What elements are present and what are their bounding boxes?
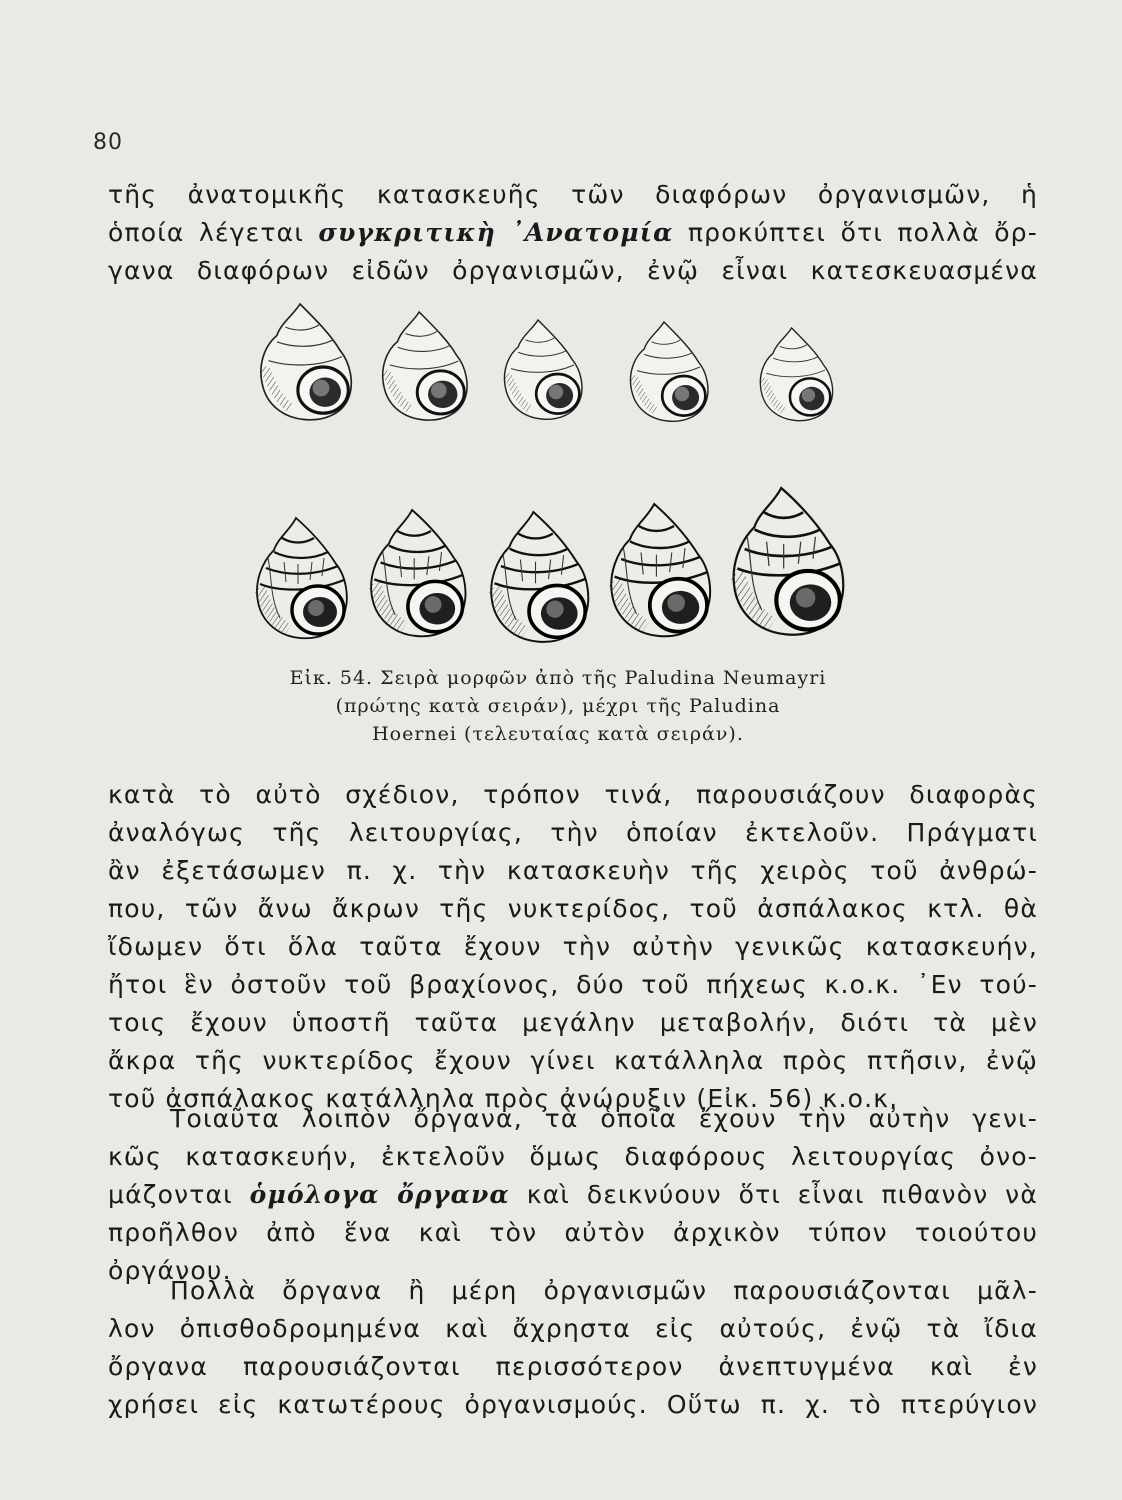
shell-drawing: [257, 518, 347, 638]
text-line: που, τῶν ἄνω ἄκρων τῆς νυκτερίδος, τοῦ ἀσπάλακος κτλ. θὰ: [108, 894, 1038, 923]
shell-drawing: [261, 304, 351, 420]
text-line: ἂν ἐξετάσωμεν π. χ. τὴν κατασκευὴν τῆς χειρὸς τοῦ ἀνθρώ-: [108, 856, 1038, 885]
text-line: προῆλθον ἀπὸ ἕνα καὶ τὸν αὐτὸν ἀρχικὸν τύπον τοιούτου: [108, 1218, 1038, 1247]
text-line: χρήσει εἰς κατωτέρους ὀργανισμούς. Οὕτω π. χ. τὸ πτερύγιον: [108, 1390, 1038, 1419]
text-line: μάζονται ὁμόλογα ὄργανα καὶ δεικνύουν ὅτι εἶναι πιθανὸν νὰ: [108, 1180, 1038, 1209]
text-line: τῆς ἀνατομικῆς κατασκευῆς τῶν διαφόρων ὀργανισμῶν, ἡ: [108, 180, 1038, 209]
text-line: ὀργάνου.: [108, 1256, 232, 1285]
text-line: ἴδωμεν ὅτι ὅλα ταῦτα ἔχουν τὴν αὐτὴν γενικῶς κατασκευήν,: [108, 932, 1038, 961]
shell-drawing: [760, 328, 832, 421]
caption-line: (πρώτης κατὰ σειράν), μέχρι τῆς Paludina: [335, 695, 781, 717]
shell-drawing: [383, 312, 467, 420]
text-line: ὄργανα παρουσιάζονται περισσότερον ἀνεπτυγμένα καὶ ἐν: [108, 1352, 1038, 1381]
shell-drawing: [371, 510, 465, 636]
text-line: τοῦ ἀσπάλακος κατάλληλα πρὸς ἀνώρυξιν (Εἰκ. 56) κ.ο.κ.: [108, 1084, 899, 1113]
text-line: ἤτοι ἓν ὀστοῦν τοῦ βραχίονος, δύο τοῦ πήχεως κ.ο.κ. ᾿Εν τού-: [108, 970, 1038, 999]
text-line: κῶς κατασκευήν, ἐκτελοῦν ὅμως διαφόρους λειτουργίας ὀνο-: [108, 1142, 1038, 1171]
paragraph-homology: [108, 776, 1038, 1118]
text-line: Τοιαῦτα λοιπὸν ὄργανα, τὰ ὁποῖα ἔχουν τὴν αὐτὴν γενι-: [170, 1104, 1038, 1133]
paragraph-vestigial: [108, 1272, 1038, 1424]
emphasis-term: συγκριτικὴ ᾿Ανατομία: [318, 218, 674, 247]
shell-drawing: [611, 504, 710, 636]
shell-drawing: [734, 488, 844, 635]
caption-line: Hoernei (τελευταίας κατὰ σειράν).: [372, 723, 744, 745]
paragraph-intro: [108, 176, 1038, 290]
text-line: τοις ἔχουν ὑποστῆ ταῦτα μεγάλην μεταβολήν, διότι τὰ μὲν: [108, 1008, 1038, 1037]
shell-drawing: [504, 320, 581, 419]
shell-drawing: [491, 512, 588, 642]
text-line: κατὰ τὸ αὐτὸ σχέδιον, τρόπον τινά, παρουσιάζουν διαφορὰς: [108, 780, 1038, 809]
caption-line: Εἰκ. 54. Σειρὰ μορφῶν ἀπὸ τῆς Paludina Neumayri: [289, 667, 827, 689]
page-number: 80: [93, 130, 123, 155]
paragraph-homologous-organs: [108, 1100, 1038, 1290]
text-line: γανα διαφόρων εἰδῶν ὀργανισμῶν, ἐνῷ εἶναι κατεσκευασμένα: [108, 256, 1038, 285]
text-line: λον ὀπισθοδρομημένα καὶ ἄχρηστα εἰς αὐτούς, ἐνῷ τὰ ἴδια: [108, 1314, 1038, 1343]
text-line: ἄκρα τῆς νυκτερίδος ἔχουν γίνει κατάλληλα πρὸς πτῆσιν, ἐνῷ: [108, 1046, 1038, 1075]
text-line: ἀναλόγως τῆς λειτουργίας, τὴν ὁποίαν ἐκτελοῦν. Πράγματι: [108, 818, 1038, 847]
shell-drawing: [630, 322, 707, 421]
shell-series-figure: [240, 298, 880, 668]
figure-caption: [228, 664, 888, 748]
emphasis-term: ὁμόλογα ὄργανα: [249, 1180, 510, 1209]
text-line: Πολλὰ ὄργανα ἢ μέρη ὀργανισμῶν παρουσιάζονται μᾶλ-: [170, 1276, 1038, 1305]
text-line: ὁποία λέγεται συγκριτικὴ ᾿Ανατομία προκύπτει ὅτι πολλὰ ὄρ-: [108, 218, 1038, 247]
